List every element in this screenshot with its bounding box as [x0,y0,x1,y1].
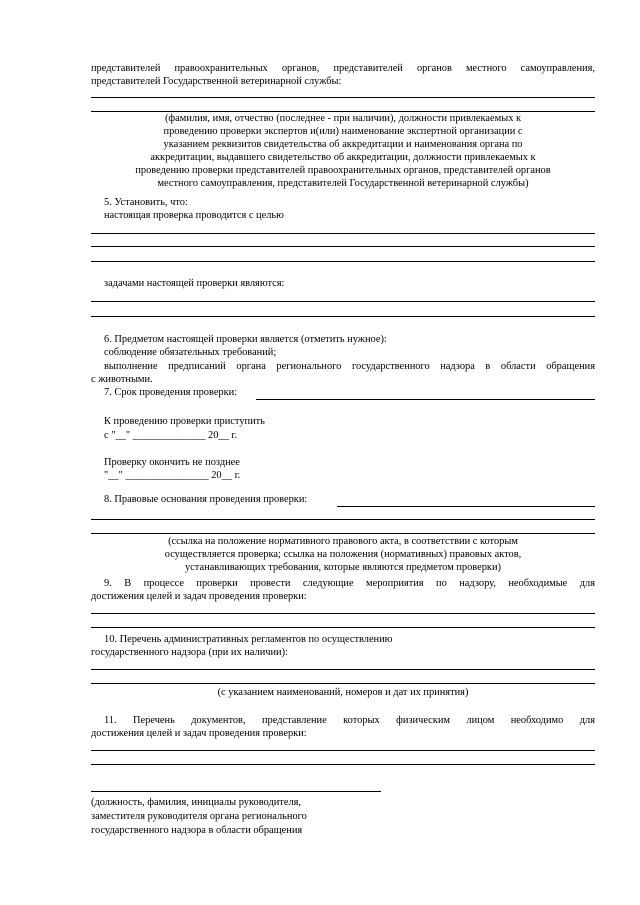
section9-line-2: достижения целей и задач проведения проверки: [91,591,307,602]
experts-caption-line: указанием реквизитов свидетельства об аккредитации и наименования органа по [163,139,523,150]
end-date: "__" ________________ 20__ г. [104,470,241,481]
intro-line-2: представителей Государственной ветеринарной службы: [91,76,342,87]
section11-line-2: достижения целей и задач проведения проверки: [91,728,307,739]
experts-caption-line: проведению проверки экспертов и(или) наименование экспертной организации с [163,126,523,137]
experts-caption-line: (фамилия, имя, отчество (последнее - при наличии), должности привлекаемых к [164,113,522,124]
experts-caption-line: проведению проверки представителей правоохранительных органов, представителей органов [135,165,551,176]
fill-line [91,261,595,262]
section8-caption-line: (ссылка на положение нормативного правового акта, в соответствии с которым [168,536,518,547]
section5-tasks: задачами настоящей проверки являются: [104,278,285,289]
section11-line-1: 11. Перечень документов, представление которых физическим лицом необходимо для [104,715,595,726]
fill-line [91,764,595,765]
signature-line [91,791,381,792]
fill-line [91,669,595,670]
fill-line [91,750,595,751]
section6-item-orders-line-2: с животными. [91,374,153,385]
section10-line-1: 10. Перечень административных регламентов по осуществлению [104,634,393,645]
section10-caption: (с указанием наименований, номеров и дат их принятия) [217,687,469,698]
fill-line [91,97,595,98]
experts-caption-line: местного самоуправления, представителей Государственной ветеринарной службы) [157,178,529,189]
signature-caption-line: (должность, фамилия, инициалы руководителя, [91,797,302,808]
duration-underline [256,399,595,400]
section6-item-compliance: соблюдение обязательных требований; [104,347,277,358]
fill-line [91,301,595,302]
fill-line [91,533,595,534]
section8-caption-line: осуществляется проверка; ссылка на положения (нормативных) правовых актов, [164,549,522,560]
experts-caption-line: аккредитации, выдавшего свидетельство об аккредитации, должности привлекаемых к [150,152,536,163]
intro-line-1: представителей правоохранительных органов, представителей органов местного самоуправления, [91,63,595,74]
signature-caption-line: заместителя руководителя органа регионального [91,811,307,822]
fill-line [91,683,595,684]
fill-line [91,627,595,628]
fill-line [91,613,595,614]
fill-line [91,519,595,520]
fill-line [91,233,595,234]
end-label: Проверку окончить не позднее [104,457,240,468]
section5-heading: 5. Установить, что: [104,197,188,208]
fill-line [91,316,595,317]
section8-caption-line: устанавливающих требования, которые являются предметом проверки) [184,562,501,573]
section8-heading: 8. Правовые основания проведения проверки: [104,494,308,505]
section6-item-orders-line-1: выполнение предписаний органа регионального государственного надзора в области обращения [104,361,595,372]
section5-purpose: настоящая проверка проводится с целью [104,210,284,221]
start-label: К проведению проверки приступить [104,416,265,427]
section7-heading: 7. Срок проведения проверки: [104,387,238,398]
legal-basis-underline [337,506,595,507]
section9-line-1: 9. В процессе проверки провести следующие мероприятия по надзору, необходимые для [104,578,595,589]
start-date: с "__" ______________ 20__ г. [104,430,238,441]
section6-heading: 6. Предметом настоящей проверки является (отметить нужное): [104,334,387,345]
section10-line-2: государственного надзора (при их наличии): [91,647,288,658]
fill-line [91,246,595,247]
signature-caption-line: государственного надзора в области обращения [91,825,303,836]
